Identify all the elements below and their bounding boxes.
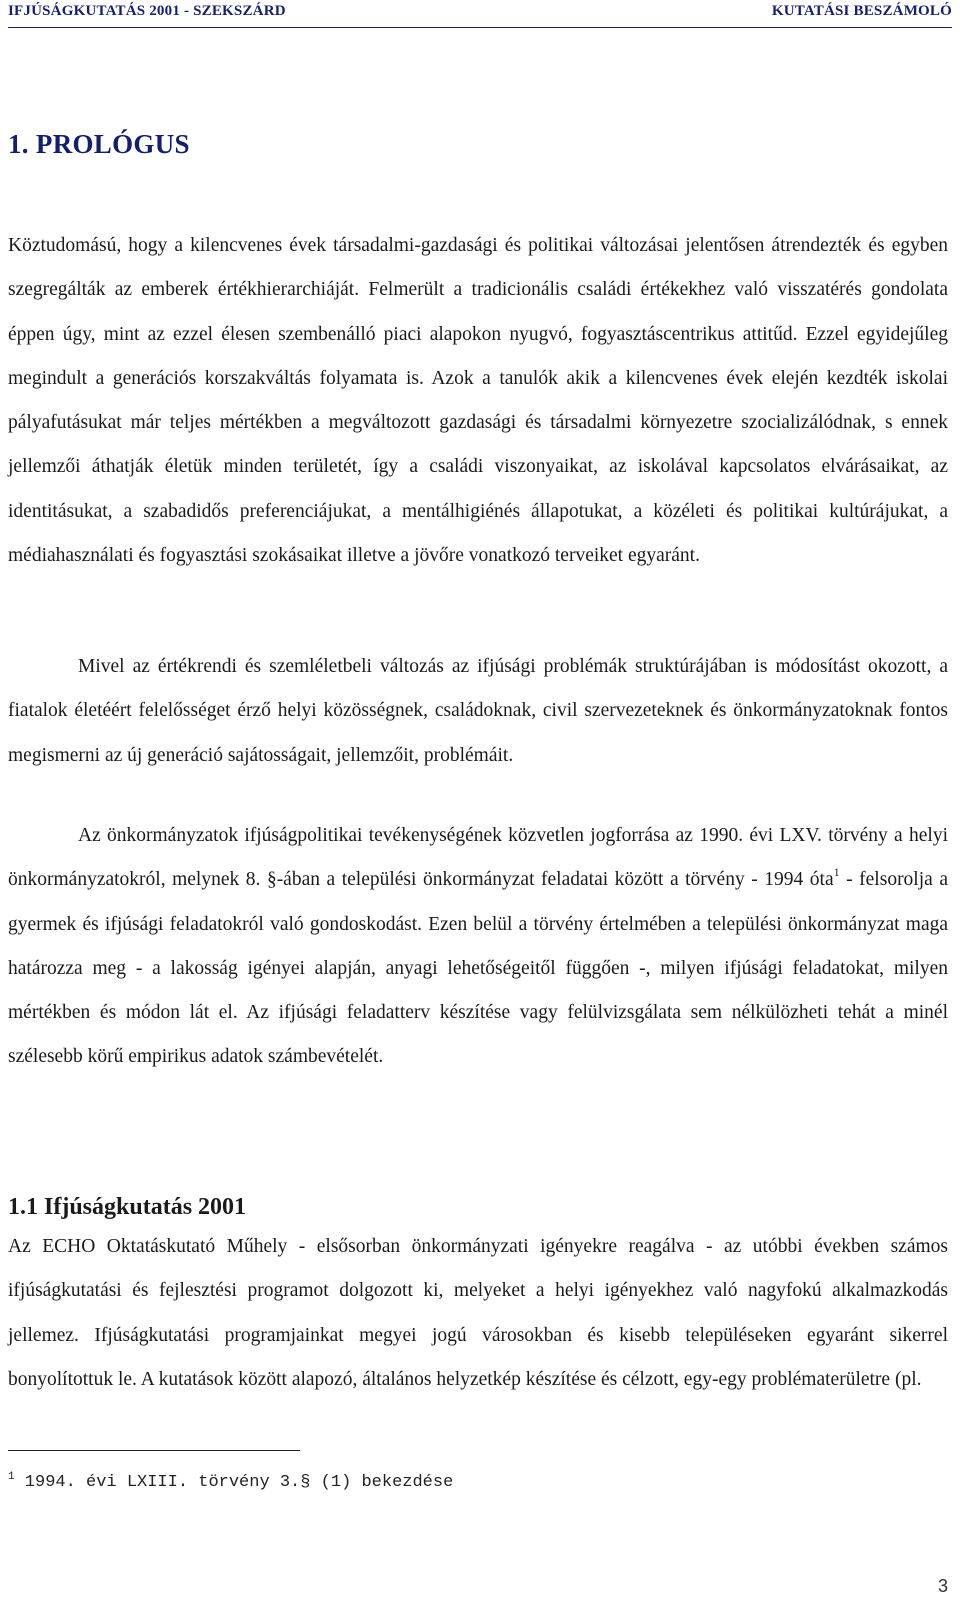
paragraph-3-part-1: Az önkormányzatok ifjúságpolitikai tevékenységének közvetlen jogforrása az 1990. évi LXV. törvény a helyi önkormányzatokról, melynek 8. §-ában a települési önkormányzat feladatai között a törvény - 1994 óta: [8, 825, 948, 891]
running-header: [8, 0, 952, 26]
footnote-mark: 1: [8, 1471, 15, 1483]
footnote-text: 1994. évi LXIII. törvény 3.§ (1) bekezdése: [14, 1473, 454, 1492]
paragraph-2: Mivel az értékrendi és szemléletbeli változás az ifjúsági problémák struktúrájában is módosítást okozott, a fiatalok életéért felelősséget érző helyi közösségnek, családoknak, civil szervezeteknek és önkormányzatoknak fontos megismerni az új generáció sajátosságait, jellemzőit, problémáit.: [8, 656, 948, 766]
footnote-rule: [8, 1450, 300, 1451]
section-heading: 1. PROLÓGUS: [8, 129, 190, 159]
paragraph-3-part-2: - felsorolja a gyermek és ifjúsági feladatokról való gondoskodást. Ezen belül a törvény értelmében a települési önkormányzat maga határozza meg - a lakosság igényei alapján, anyagi lehetőségeitől függően -, milyen ifjúsági feladatokat, milyen mértékben és módon lát el. Az ifjúsági feladatterv készítése vagy felülvizsgálata sem nélkülözheti tehát a minél szélesebb körű empirikus adatok számbevételét.: [8, 869, 948, 1068]
paragraph-3: [8, 814, 948, 1080]
footnote: [8, 1473, 453, 1492]
paragraph-1: Köztudomású, hogy a kilencvenes évek társadalmi-gazdasági és politikai változásai jelentősen átrendezték és egyben szegregálták az emberek értékhierarchiáját. Felmerült a tradicionális családi értékekhez való visszatérés gondolata éppen úgy, mint az ezzel élesen szembenálló piaci alapokon nyugvó, fogyasztáscentrikus attitűd. Ezzel egyidejűleg megindult a generációs korszakváltás folyamata is. Azok a tanulók akik a kilencvenes évek elején kezdték iskolai pályafutásukat már teljes mértékben a megváltozott gazdasági és társadalmi környezetre szocializálódnak, s ennek jellemzői áthatják életük minden területét, így a családi viszonyaikat, az iskolával kapcsolatos elvárásaikat, az identitásukat, a szabadidős preferenciájukat, a mentálhigiénés állapotukat, a közéleti és politikai kultúrájukat, a médiahasználati és fogyasztási szokásaikat illetve a jövőre vonatkozó terveiket egyaránt.: [8, 235, 948, 567]
page-number: 3: [937, 1576, 948, 1596]
paragraph-4: Az ECHO Oktatáskutató Műhely - elsősorban önkormányzati igényekre reagálva - az utóbbi években számos ifjúságkutatási és fejlesztési programot dolgozott ki, melyeket a helyi igényekhez való nagyfokú alkalmazkodás jellemez. Ifjúságkutatási programjainkat megyei jogú városokban és kisebb településeken egyaránt sikerrel bonyolítottuk le. A kutatások között alapozó, általános helyzetkép készítése és célzott, egy-egy problématerületre (pl.: [8, 1236, 948, 1390]
header-left-title: IFJÚSÁGKUTATÁS 2001 - SZEKSZÁRD: [8, 3, 286, 19]
footnote-reference[interactable]: 1: [833, 865, 840, 880]
header-rule: [8, 27, 952, 28]
header-right-title: KUTATÁSI BESZÁMOLÓ: [771, 3, 952, 19]
subsection-heading: 1.1 Ifjúságkutatás 2001: [8, 1194, 247, 1220]
